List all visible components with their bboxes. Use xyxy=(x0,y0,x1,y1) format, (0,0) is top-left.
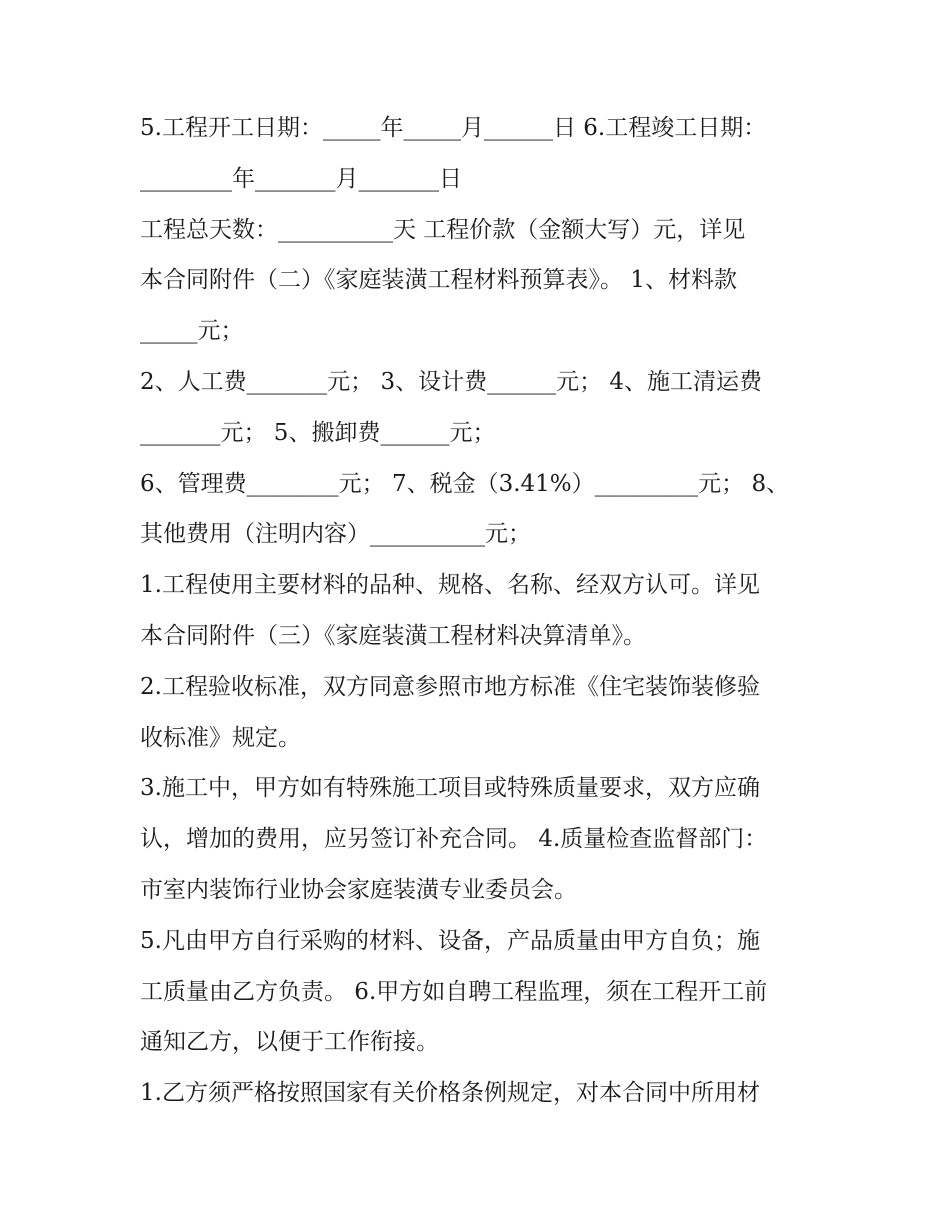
text-line: 6、管理费________元； 7、税金（3.41%）_________元； 8、 xyxy=(140,470,790,497)
text-line: 收标准》规定。 xyxy=(140,724,301,751)
text-line: 1.乙方须严格按照国家有关价格条例规定，对本合同中所用材 xyxy=(140,1080,760,1107)
text-line: 市室内装饰行业协会家庭装潢专业委员会。 xyxy=(140,876,577,903)
text-line: 本合同附件（三）《家庭装潢工程材料决算清单》。 xyxy=(140,622,646,649)
text-line: _____元； xyxy=(140,318,244,345)
text-line: 工程总天数：__________天 工程价款（金额大写）元，详见 xyxy=(140,216,746,243)
text-line: 3.施工中，甲方如有特殊施工项目或特殊质量要求，双方应确 xyxy=(140,775,760,802)
text-line: 1.工程使用主要材料的品种、规格、名称、经双方认可。详见 xyxy=(140,572,760,599)
document-body xyxy=(140,103,810,1119)
text-line: 5.工程开工日期：_____年_____月______日 6.工程竣工日期： xyxy=(140,115,767,141)
text-line: 工质量由乙方负责。 6.甲方如自聘工程监理，须在工程开工前 xyxy=(140,978,768,1005)
text-line: 认，增加的费用，应另签订补充合同。 4.质量检查监督部门： xyxy=(140,826,768,853)
text-line: ________年_______月_______日 xyxy=(140,165,462,192)
text-line: 2、人工费_______元； 3、设计费______元； 4、施工清运费 xyxy=(140,368,763,395)
text-line: 本合同附件（二）《家庭装潢工程材料预算表》。 1、材料款 xyxy=(140,267,737,294)
text-line: 5.凡由甲方自行采购的材料、设备，产品质量由甲方自负；施 xyxy=(140,927,760,954)
text-line: _______元； 5、搬卸费______元； xyxy=(140,419,496,446)
text-line: 2.工程验收标准，双方同意参照市地方标准《住宅装饰装修验 xyxy=(140,673,760,700)
text-line: 通知乙方，以便于工作衔接。 xyxy=(140,1029,439,1056)
text-line: 其他费用（注明内容）__________元； xyxy=(140,521,531,548)
